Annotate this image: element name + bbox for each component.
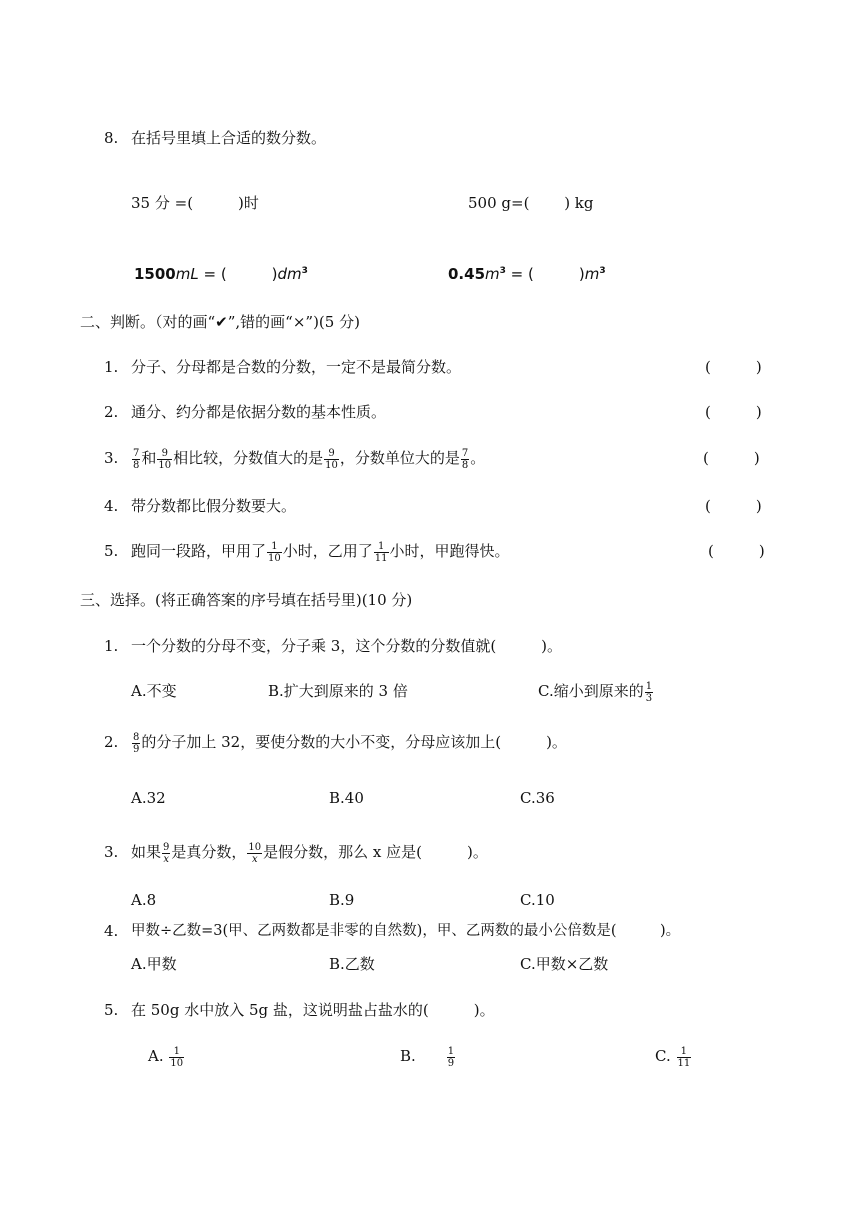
s2-item-2-answer-paren[interactable]: ( ) [705,403,762,421]
s3-q3-option-c[interactable]: C.10 [520,891,555,909]
s3-q4-text: 甲数÷乙数=3(甲、乙两数都是非零的自然数)，甲、乙两数的最小公倍数是( )。 [131,923,681,939]
question-8-number: 8. [104,129,119,147]
fraction-1-10-a: $\frac{1}{10}$ [170,1045,184,1069]
q8-m3-unit-2: m [584,265,600,283]
fraction-8-9: $\frac{8}{9}$ [133,731,140,755]
s2-item-2-text: 通分、约分都是依据分数的基本性质。 [131,403,387,421]
s2-item-5-answer-paren[interactable]: ( ) [708,542,765,560]
s3-q3-number: 3. [104,843,119,861]
s3-q2-text: $\frac{8}{9}$ 的分子加上 32，要使分数的大小不变，分母应该加上( )。 [133,731,567,755]
s3-q3-option-a[interactable]: A.8 [131,891,157,909]
q8-ml-unit: mL [175,265,199,283]
q8-m3-unit: m [485,265,500,283]
s2-item-3-number: 3. [104,449,119,467]
q8-m3-exponent: 3 [499,266,506,276]
q8-m3-value: 0.45 [448,265,486,283]
s2-item-2-number: 2. [104,403,119,421]
s3-q4-option-b[interactable]: B.乙数 [329,955,375,973]
s3-q5-option-b[interactable]: B. $\frac{1}{9}$ [400,1045,455,1069]
fraction-1-9: $\frac{1}{9}$ [447,1045,455,1069]
section-3-heading: 三、选择。(将正确答案的序号填在括号里)(10 分) [80,591,413,609]
fraction-1-3: $\frac{1}{3}$ [645,680,653,704]
fraction-9-10-b: $\frac{9}{10}$ [325,447,338,471]
s3-q1-text: 一个分数的分母不变，分子乘 3，这个分数的分数值就( )。 [131,637,563,655]
s2-item-3-text: $\frac{7}{8}$ 和 $\frac{9}{10}$ 相比较，分数值大的是 $\frac{9}{10}$ ，分数单位大的是 $\frac{7}{8}$ 。 [133,447,486,471]
s3-q2-number: 2. [104,733,119,751]
s3-q5-text: 在 50g 水中放入 5g 盐，这说明盐占盐水的( )。 [131,1001,495,1019]
q8-item-minutes: 35 分 =( )时 [131,194,259,212]
s3-q1-option-a[interactable]: A.不变 [131,682,177,700]
s3-q2-option-b[interactable]: B.40 [329,789,364,807]
s2-item-4-text: 带分数都比假分数要大。 [131,497,297,515]
s3-q4-option-c[interactable]: C.甲数×乙数 [520,955,609,973]
q8-item-ml [134,261,308,284]
fraction-10-x: $\frac{10}{x}$ [248,841,262,865]
fraction-7-8: $\frac{7}{8}$ [133,447,140,471]
s2-item-4-number: 4. [104,497,119,515]
s3-q2-option-a[interactable]: A.32 [131,789,166,807]
q8-ml-value: 1500 [134,265,176,283]
q8-m3-exponent-2: 3 [599,266,606,276]
fraction-9-x: $\frac{9}{x}$ [163,841,170,865]
s3-q5-option-a[interactable]: A. $\frac{1}{10}$ [148,1045,184,1069]
q8-dm-exponent: 3 [301,266,308,276]
s2-item-4-answer-paren[interactable]: ( ) [705,497,762,515]
section-2-heading: 二、判断。（对的画“✔”,错的画“×”)(5 分) [80,313,360,331]
s3-q5-number: 5. [104,1001,119,1019]
s3-q3-option-b[interactable]: B.9 [329,891,355,909]
question-8-text: 在括号里填上合适的数分数。 [131,129,327,147]
q8-item-m3 [448,261,606,284]
s3-q4-number: 4. [104,922,119,940]
s2-item-1-number: 1. [104,358,119,376]
fraction-1-10: $\frac{1}{10}$ [268,540,281,564]
s3-q1-option-c[interactable]: C.缩小到原来的 $\frac{1}{3}$ [538,680,653,704]
s2-item-1-answer-paren[interactable]: ( ) [705,358,762,376]
s3-q5-option-c[interactable]: C. $\frac{1}{11}$ [655,1045,691,1069]
q8-item-grams: 500 g=( ) kg [468,194,594,212]
s3-q2-option-c[interactable]: C.36 [520,789,555,807]
q8-m3-blank: = ( ) [505,265,585,283]
s3-q1-option-b[interactable]: B.扩大到原来的 3 倍 [268,682,408,700]
q8-dm-unit: dm [277,265,302,283]
s3-q4-option-a[interactable]: A.甲数 [131,955,177,973]
s2-item-1-text: 分子、分母都是合数的分数，一定不是最简分数。 [131,358,462,376]
fraction-7-8-b: $\frac{7}{8}$ [461,447,469,471]
fraction-9-10: $\frac{9}{10}$ [158,447,172,471]
s2-item-3-answer-paren[interactable]: ( ) [703,449,760,467]
s2-item-5-text: 跑同一段路，甲用了 $\frac{1}{10}$ 小时，乙用了 $\frac{1}{11}$ 小时，甲跑得快。 [131,540,510,564]
fraction-1-11: $\frac{1}{11}$ [374,540,388,564]
s3-q3-text: 如果 $\frac{9}{x}$ 是真分数， $\frac{10}{x}$ 是假分数，那么 x 应是( )。 [131,841,488,865]
q8-ml-blank: = ( ) [198,265,278,283]
fraction-1-11-c: $\frac{1}{11}$ [677,1045,691,1069]
s2-item-5-number: 5. [104,542,119,560]
s3-q1-number: 1. [104,637,119,655]
